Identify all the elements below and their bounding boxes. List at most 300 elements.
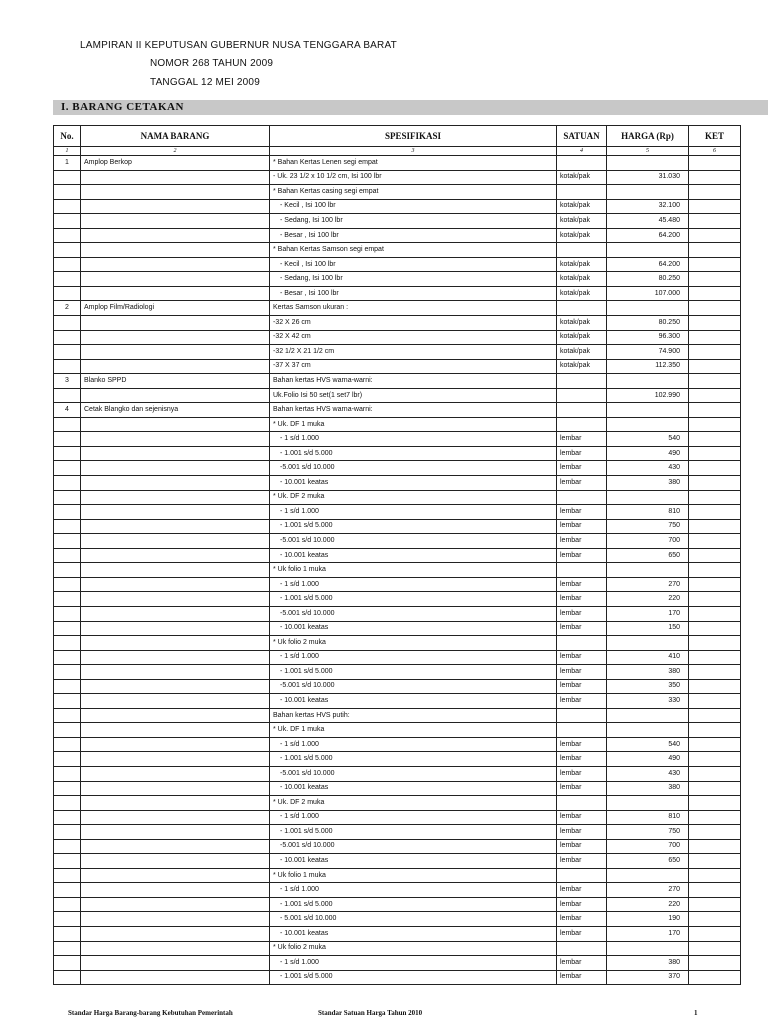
- cell-satuan: lembar: [557, 970, 607, 985]
- cell-no: [54, 432, 81, 447]
- cell-ket: [689, 883, 741, 898]
- table-row: [54, 185, 741, 200]
- cell-spesifikasi: - 10.001 keatas: [270, 781, 557, 796]
- cell-spesifikasi: - 1.001 s/d 5.000: [270, 752, 557, 767]
- cell-ket: [689, 825, 741, 840]
- cell-nama: [81, 563, 270, 578]
- table-row: [54, 432, 741, 447]
- cell-nama: [81, 956, 270, 971]
- table-row: [54, 723, 741, 738]
- cell-ket: [689, 374, 741, 389]
- cell-ket: [689, 156, 741, 171]
- cell-harga: 430: [607, 766, 689, 781]
- cell-satuan: kotak/pak: [557, 286, 607, 301]
- cell-satuan: lembar: [557, 781, 607, 796]
- cell-no: [54, 257, 81, 272]
- cell-nama: [81, 534, 270, 549]
- cell-harga: 700: [607, 534, 689, 549]
- cell-spesifikasi: -5.001 s/d 10.000: [270, 606, 557, 621]
- cell-ket: [689, 650, 741, 665]
- cell-harga: 102.990: [607, 388, 689, 403]
- cell-satuan: kotak/pak: [557, 214, 607, 229]
- cell-satuan: lembar: [557, 839, 607, 854]
- cell-ket: [689, 970, 741, 985]
- footer-center: Standar Satuan Harga Tahun 2010: [318, 1009, 423, 1017]
- table-row: [54, 839, 741, 854]
- table-row: [54, 810, 741, 825]
- cell-harga: 410: [607, 650, 689, 665]
- table-row: [54, 316, 741, 331]
- cell-harga: [607, 636, 689, 651]
- cell-satuan: [557, 796, 607, 811]
- cell-no: 3: [54, 374, 81, 389]
- cell-nama: [81, 708, 270, 723]
- cell-satuan: [557, 723, 607, 738]
- cell-harga: 64.200: [607, 228, 689, 243]
- cell-harga: 45.480: [607, 214, 689, 229]
- cell-no: [54, 723, 81, 738]
- cell-satuan: lembar: [557, 621, 607, 636]
- cell-spesifikasi: - Sedang, Isi 100 lbr: [270, 272, 557, 287]
- cell-harga: 220: [607, 897, 689, 912]
- cell-no: 2: [54, 301, 81, 316]
- table-row: [54, 650, 741, 665]
- cell-ket: [689, 432, 741, 447]
- cell-satuan: kotak/pak: [557, 170, 607, 185]
- col-header-satuan: SATUAN: [557, 126, 607, 147]
- cell-no: [54, 345, 81, 360]
- cell-nama: [81, 941, 270, 956]
- cell-harga: 490: [607, 752, 689, 767]
- section-bar: [53, 100, 768, 115]
- cell-ket: [689, 854, 741, 869]
- cell-no: [54, 752, 81, 767]
- cell-harga: [607, 243, 689, 258]
- cell-harga: 150: [607, 621, 689, 636]
- col-index: 2: [81, 147, 270, 156]
- cell-no: [54, 766, 81, 781]
- cell-nama: [81, 912, 270, 927]
- cell-no: [54, 665, 81, 680]
- table-row: [54, 199, 741, 214]
- cell-spesifikasi: * Uk folio 1 muka: [270, 868, 557, 883]
- cell-nama: [81, 825, 270, 840]
- table-row: [54, 170, 741, 185]
- col-header-ket: KET: [689, 126, 741, 147]
- cell-nama: [81, 432, 270, 447]
- table-row: [54, 156, 741, 171]
- cell-spesifikasi: -5.001 s/d 10.000: [270, 534, 557, 549]
- cell-ket: [689, 243, 741, 258]
- cell-spesifikasi: - 10.001 keatas: [270, 548, 557, 563]
- cell-spesifikasi: - Kecil , Isi 100 lbr: [270, 257, 557, 272]
- cell-satuan: lembar: [557, 519, 607, 534]
- cell-spesifikasi: - 10.001 keatas: [270, 694, 557, 709]
- cell-spesifikasi: -5.001 s/d 10.000: [270, 679, 557, 694]
- cell-spesifikasi: -32 1/2 X 21 1/2 cm: [270, 345, 557, 360]
- cell-no: [54, 679, 81, 694]
- cell-nama: [81, 316, 270, 331]
- cell-no: [54, 854, 81, 869]
- cell-ket: [689, 752, 741, 767]
- table-row: [54, 417, 741, 432]
- cell-satuan: kotak/pak: [557, 330, 607, 345]
- cell-harga: 370: [607, 970, 689, 985]
- cell-spesifikasi: * Uk. DF 1 muka: [270, 417, 557, 432]
- cell-spesifikasi: * Uk. DF 2 muka: [270, 796, 557, 811]
- cell-harga: [607, 708, 689, 723]
- cell-no: [54, 621, 81, 636]
- cell-ket: [689, 606, 741, 621]
- cell-harga: 190: [607, 912, 689, 927]
- cell-ket: [689, 621, 741, 636]
- cell-harga: [607, 403, 689, 418]
- cell-nama: [81, 548, 270, 563]
- cell-no: [54, 359, 81, 374]
- cell-satuan: lembar: [557, 461, 607, 476]
- cell-no: [54, 825, 81, 840]
- table-row: [54, 301, 741, 316]
- cell-satuan: kotak/pak: [557, 257, 607, 272]
- cell-nama: [81, 388, 270, 403]
- cell-nama: [81, 257, 270, 272]
- cell-spesifikasi: - Sedang, Isi 100 lbr: [270, 214, 557, 229]
- cell-spesifikasi: * Uk. DF 2 muka: [270, 490, 557, 505]
- cell-no: [54, 519, 81, 534]
- cell-harga: 80.250: [607, 272, 689, 287]
- cell-satuan: lembar: [557, 854, 607, 869]
- cell-satuan: lembar: [557, 883, 607, 898]
- cell-ket: [689, 257, 741, 272]
- cell-spesifikasi: - 1.001 s/d 5.000: [270, 446, 557, 461]
- cell-nama: [81, 694, 270, 709]
- cell-satuan: lembar: [557, 897, 607, 912]
- cell-satuan: [557, 868, 607, 883]
- cell-nama: [81, 723, 270, 738]
- table-row: [54, 243, 741, 258]
- col-header-spesifikasi: SPESIFIKASI: [270, 126, 557, 147]
- cell-harga: [607, 490, 689, 505]
- cell-satuan: lembar: [557, 432, 607, 447]
- table-row: [54, 665, 741, 680]
- cell-harga: 380: [607, 781, 689, 796]
- cell-nama: [81, 243, 270, 258]
- cell-nama: [81, 345, 270, 360]
- cell-ket: [689, 417, 741, 432]
- cell-nama: [81, 665, 270, 680]
- table-row: [54, 752, 741, 767]
- cell-spesifikasi: - Kecil , Isi 100 lbr: [270, 199, 557, 214]
- cell-ket: [689, 446, 741, 461]
- cell-spesifikasi: * Uk folio 2 muka: [270, 941, 557, 956]
- table-row: [54, 374, 741, 389]
- cell-satuan: [557, 563, 607, 578]
- cell-satuan: lembar: [557, 912, 607, 927]
- cell-nama: [81, 272, 270, 287]
- cell-spesifikasi: - 1 s/d 1.000: [270, 737, 557, 752]
- table-row: [54, 912, 741, 927]
- page-number: 1: [694, 1009, 698, 1017]
- cell-no: [54, 737, 81, 752]
- cell-harga: 490: [607, 446, 689, 461]
- cell-nama: [81, 199, 270, 214]
- cell-harga: 650: [607, 854, 689, 869]
- cell-harga: 80.250: [607, 316, 689, 331]
- cell-ket: [689, 548, 741, 563]
- footer-left: Standar Harga Barang-barang Kebutuhan Pemerintah: [68, 1009, 233, 1017]
- cell-no: [54, 228, 81, 243]
- cell-spesifikasi: - 10.001 keatas: [270, 926, 557, 941]
- cell-ket: [689, 766, 741, 781]
- cell-harga: 270: [607, 577, 689, 592]
- cell-harga: 810: [607, 505, 689, 520]
- table-index-row: [54, 147, 741, 156]
- table-row: [54, 519, 741, 534]
- cell-spesifikasi: Bahan kertas HVS warna-warni:: [270, 403, 557, 418]
- table-row: [54, 446, 741, 461]
- cell-spesifikasi: - Besar , Isi 100 lbr: [270, 286, 557, 301]
- cell-ket: [689, 519, 741, 534]
- cell-no: [54, 912, 81, 927]
- cell-spesifikasi: - Uk. 23 1/2 x 10 1/2 cm, Isi 100 lbr: [270, 170, 557, 185]
- cell-satuan: [557, 185, 607, 200]
- price-table: [53, 125, 741, 985]
- cell-no: [54, 839, 81, 854]
- cell-harga: 350: [607, 679, 689, 694]
- cell-ket: [689, 345, 741, 360]
- cell-satuan: lembar: [557, 505, 607, 520]
- table-row: [54, 403, 741, 418]
- cell-nama: [81, 592, 270, 607]
- cell-harga: [607, 156, 689, 171]
- cell-satuan: lembar: [557, 694, 607, 709]
- cell-satuan: lembar: [557, 534, 607, 549]
- cell-no: [54, 490, 81, 505]
- cell-ket: [689, 592, 741, 607]
- cell-ket: [689, 737, 741, 752]
- cell-nama: [81, 214, 270, 229]
- cell-ket: [689, 359, 741, 374]
- cell-harga: [607, 796, 689, 811]
- cell-ket: [689, 810, 741, 825]
- cell-nama: [81, 752, 270, 767]
- table-row: [54, 606, 741, 621]
- cell-nama: [81, 476, 270, 491]
- table-row: [54, 854, 741, 869]
- table-row: [54, 636, 741, 651]
- cell-harga: 31.030: [607, 170, 689, 185]
- cell-satuan: lembar: [557, 737, 607, 752]
- cell-no: [54, 868, 81, 883]
- cell-ket: [689, 926, 741, 941]
- cell-spesifikasi: - 1.001 s/d 5.000: [270, 970, 557, 985]
- cell-spesifikasi: - 1.001 s/d 5.000: [270, 665, 557, 680]
- cell-spesifikasi: - 5.001 s/d 10.000: [270, 912, 557, 927]
- cell-no: [54, 417, 81, 432]
- cell-no: [54, 243, 81, 258]
- cell-ket: [689, 534, 741, 549]
- cell-harga: 112.350: [607, 359, 689, 374]
- cell-no: [54, 694, 81, 709]
- cell-nama: [81, 781, 270, 796]
- cell-ket: [689, 723, 741, 738]
- cell-ket: [689, 505, 741, 520]
- cell-harga: 650: [607, 548, 689, 563]
- cell-harga: [607, 301, 689, 316]
- cell-nama: [81, 577, 270, 592]
- table-row: [54, 257, 741, 272]
- cell-satuan: kotak/pak: [557, 272, 607, 287]
- cell-nama: [81, 810, 270, 825]
- table-row: [54, 883, 741, 898]
- cell-spesifikasi: - Besar , Isi 100 lbr: [270, 228, 557, 243]
- table-row: [54, 621, 741, 636]
- cell-no: [54, 796, 81, 811]
- cell-no: [54, 781, 81, 796]
- col-index: 5: [607, 147, 689, 156]
- cell-no: [54, 592, 81, 607]
- cell-no: [54, 970, 81, 985]
- cell-ket: [689, 636, 741, 651]
- table-row: [54, 490, 741, 505]
- cell-harga: 810: [607, 810, 689, 825]
- table-row: [54, 897, 741, 912]
- cell-satuan: lembar: [557, 926, 607, 941]
- header-line-3: TANGGAL 12 MEI 2009: [150, 77, 260, 88]
- table-row: [54, 330, 741, 345]
- cell-harga: 96.300: [607, 330, 689, 345]
- table-row: [54, 461, 741, 476]
- cell-nama: [81, 796, 270, 811]
- col-index: 4: [557, 147, 607, 156]
- cell-spesifikasi: - 1.001 s/d 5.000: [270, 825, 557, 840]
- cell-spesifikasi: - 1.001 s/d 5.000: [270, 519, 557, 534]
- cell-nama: [81, 505, 270, 520]
- cell-satuan: lembar: [557, 577, 607, 592]
- cell-ket: [689, 461, 741, 476]
- cell-harga: [607, 868, 689, 883]
- cell-satuan: lembar: [557, 665, 607, 680]
- cell-nama: Amplop Film/Radiologi: [81, 301, 270, 316]
- cell-no: 4: [54, 403, 81, 418]
- cell-ket: [689, 577, 741, 592]
- cell-no: [54, 446, 81, 461]
- table-body: [54, 156, 741, 985]
- cell-no: [54, 883, 81, 898]
- col-index: 6: [689, 147, 741, 156]
- cell-no: [54, 214, 81, 229]
- cell-nama: [81, 883, 270, 898]
- table-row: [54, 694, 741, 709]
- cell-ket: [689, 868, 741, 883]
- cell-ket: [689, 228, 741, 243]
- table-row: [54, 563, 741, 578]
- cell-nama: [81, 185, 270, 200]
- cell-satuan: kotak/pak: [557, 228, 607, 243]
- cell-satuan: [557, 403, 607, 418]
- cell-nama: [81, 461, 270, 476]
- cell-no: [54, 548, 81, 563]
- table-row: [54, 345, 741, 360]
- cell-satuan: [557, 156, 607, 171]
- cell-ket: [689, 185, 741, 200]
- cell-ket: [689, 956, 741, 971]
- cell-harga: 750: [607, 825, 689, 840]
- cell-satuan: lembar: [557, 825, 607, 840]
- cell-nama: [81, 636, 270, 651]
- cell-ket: [689, 781, 741, 796]
- cell-no: [54, 316, 81, 331]
- cell-nama: [81, 490, 270, 505]
- cell-harga: 750: [607, 519, 689, 534]
- cell-satuan: lembar: [557, 446, 607, 461]
- cell-ket: [689, 170, 741, 185]
- cell-harga: [607, 374, 689, 389]
- col-header-harga: HARGA (Rp): [607, 126, 689, 147]
- cell-satuan: [557, 708, 607, 723]
- cell-satuan: [557, 301, 607, 316]
- cell-satuan: kotak/pak: [557, 199, 607, 214]
- cell-spesifikasi: * Uk. DF 1 muka: [270, 723, 557, 738]
- cell-harga: [607, 941, 689, 956]
- cell-ket: [689, 708, 741, 723]
- cell-harga: 700: [607, 839, 689, 854]
- table-row: [54, 228, 741, 243]
- cell-satuan: kotak/pak: [557, 359, 607, 374]
- cell-nama: [81, 839, 270, 854]
- cell-spesifikasi: - 1 s/d 1.000: [270, 956, 557, 971]
- cell-ket: [689, 665, 741, 680]
- table-row: [54, 214, 741, 229]
- cell-no: [54, 388, 81, 403]
- cell-spesifikasi: * Bahan Kertas Lenen segi empat: [270, 156, 557, 171]
- cell-satuan: lembar: [557, 752, 607, 767]
- cell-no: [54, 941, 81, 956]
- table-row: [54, 766, 741, 781]
- cell-harga: 74.900: [607, 345, 689, 360]
- cell-nama: [81, 650, 270, 665]
- cell-spesifikasi: * Uk folio 1 muka: [270, 563, 557, 578]
- cell-ket: [689, 796, 741, 811]
- cell-harga: 380: [607, 665, 689, 680]
- table-row: [54, 534, 741, 549]
- cell-no: [54, 272, 81, 287]
- cell-no: [54, 926, 81, 941]
- cell-satuan: lembar: [557, 606, 607, 621]
- cell-ket: [689, 403, 741, 418]
- cell-spesifikasi: * Uk folio 2 muka: [270, 636, 557, 651]
- cell-no: [54, 897, 81, 912]
- cell-ket: [689, 694, 741, 709]
- cell-spesifikasi: -32 X 42 cm: [270, 330, 557, 345]
- table-row: [54, 868, 741, 883]
- cell-spesifikasi: - 1 s/d 1.000: [270, 810, 557, 825]
- cell-spesifikasi: -37 X 37 cm: [270, 359, 557, 374]
- cell-satuan: kotak/pak: [557, 345, 607, 360]
- cell-no: [54, 330, 81, 345]
- cell-spesifikasi: - 1 s/d 1.000: [270, 577, 557, 592]
- cell-nama: [81, 926, 270, 941]
- cell-ket: [689, 286, 741, 301]
- cell-satuan: [557, 636, 607, 651]
- cell-nama: [81, 446, 270, 461]
- cell-satuan: kotak/pak: [557, 316, 607, 331]
- cell-no: [54, 810, 81, 825]
- cell-ket: [689, 214, 741, 229]
- cell-ket: [689, 476, 741, 491]
- cell-harga: 540: [607, 432, 689, 447]
- cell-satuan: lembar: [557, 766, 607, 781]
